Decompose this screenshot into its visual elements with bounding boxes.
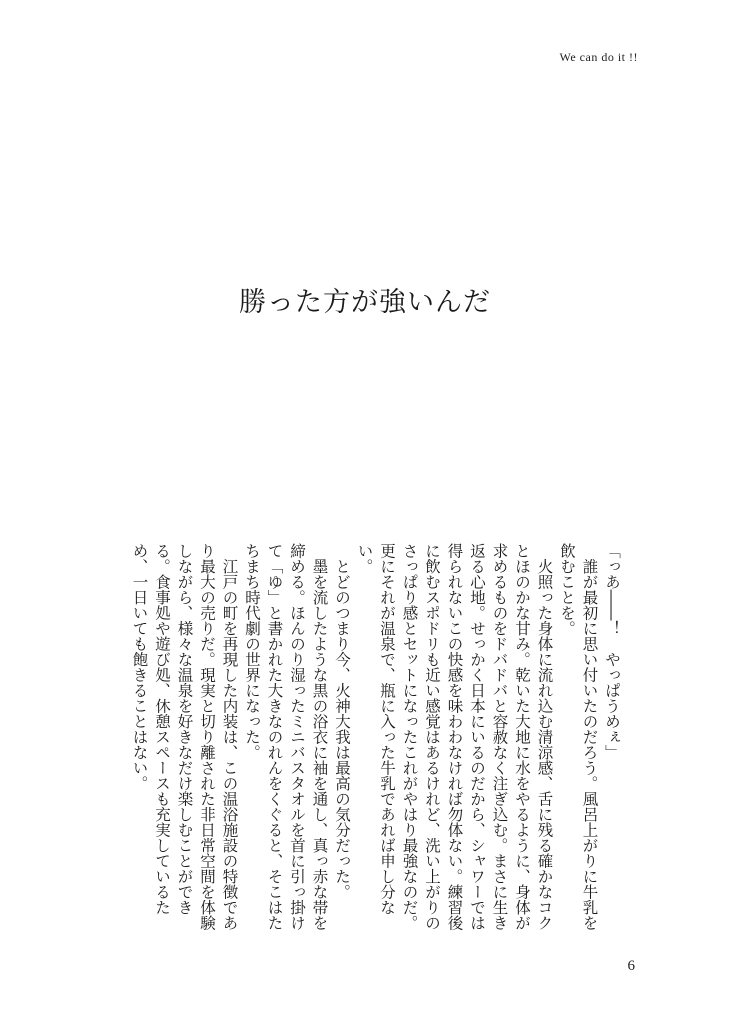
paragraph: 「っあ――！ やっぱうめぇ」 — [603, 543, 621, 760]
page-number: 6 — [627, 958, 635, 974]
paragraph: 誰が最初に思い付いたのだろう。風呂上がりに牛乳を飲むことを。 — [558, 543, 599, 931]
chapter-title: 勝った方が強いんだ — [239, 287, 491, 318]
paragraph: 江戸の町を再現した内装は、この温浴施設の特徴であり最大の売りだ。現実と切り離された非日常空間を体験しながら、様々な温泉を好きなだけ楽しむことができる。食事処や遊び処、休憩スペースも充実しているため、一日いても飽きることはない。 — [130, 543, 239, 931]
paragraph: 墨を流したような黒の浴衣に袖を通し、真っ赤な帯を締める。ほんのり湿ったミニバスタオルを首に引っ掛けて「ゆ」と書かれた大きなのれんをくぐると、そこはたちまち時代劇の世界になった。 — [243, 543, 329, 931]
body-text — [128, 543, 623, 939]
running-header: We can do it !! — [559, 50, 638, 64]
paragraph: とどのつまり今、火神大我は最高の気分だった。 — [333, 543, 351, 900]
paragraph: 火照った身体に流れ込む清涼感、舌に残る確かなコクとほのかな甘み。乾いた大地に水をやるように、身体が求めるものをドバドバと容赦なく注ぎ込む。まさに生き返る心地。せっかく日本にいるのだから、シャワーでは得られないこの快感を味わわなければ勿体ない。練習後に飲むスポドリも近い感覚はあるけれど、洗い上がりのさっぱり感とセットになったこれがやはり最強なのだ。更にそれが温泉で、瓶に入った牛乳であれば申し分ない。 — [355, 543, 554, 931]
